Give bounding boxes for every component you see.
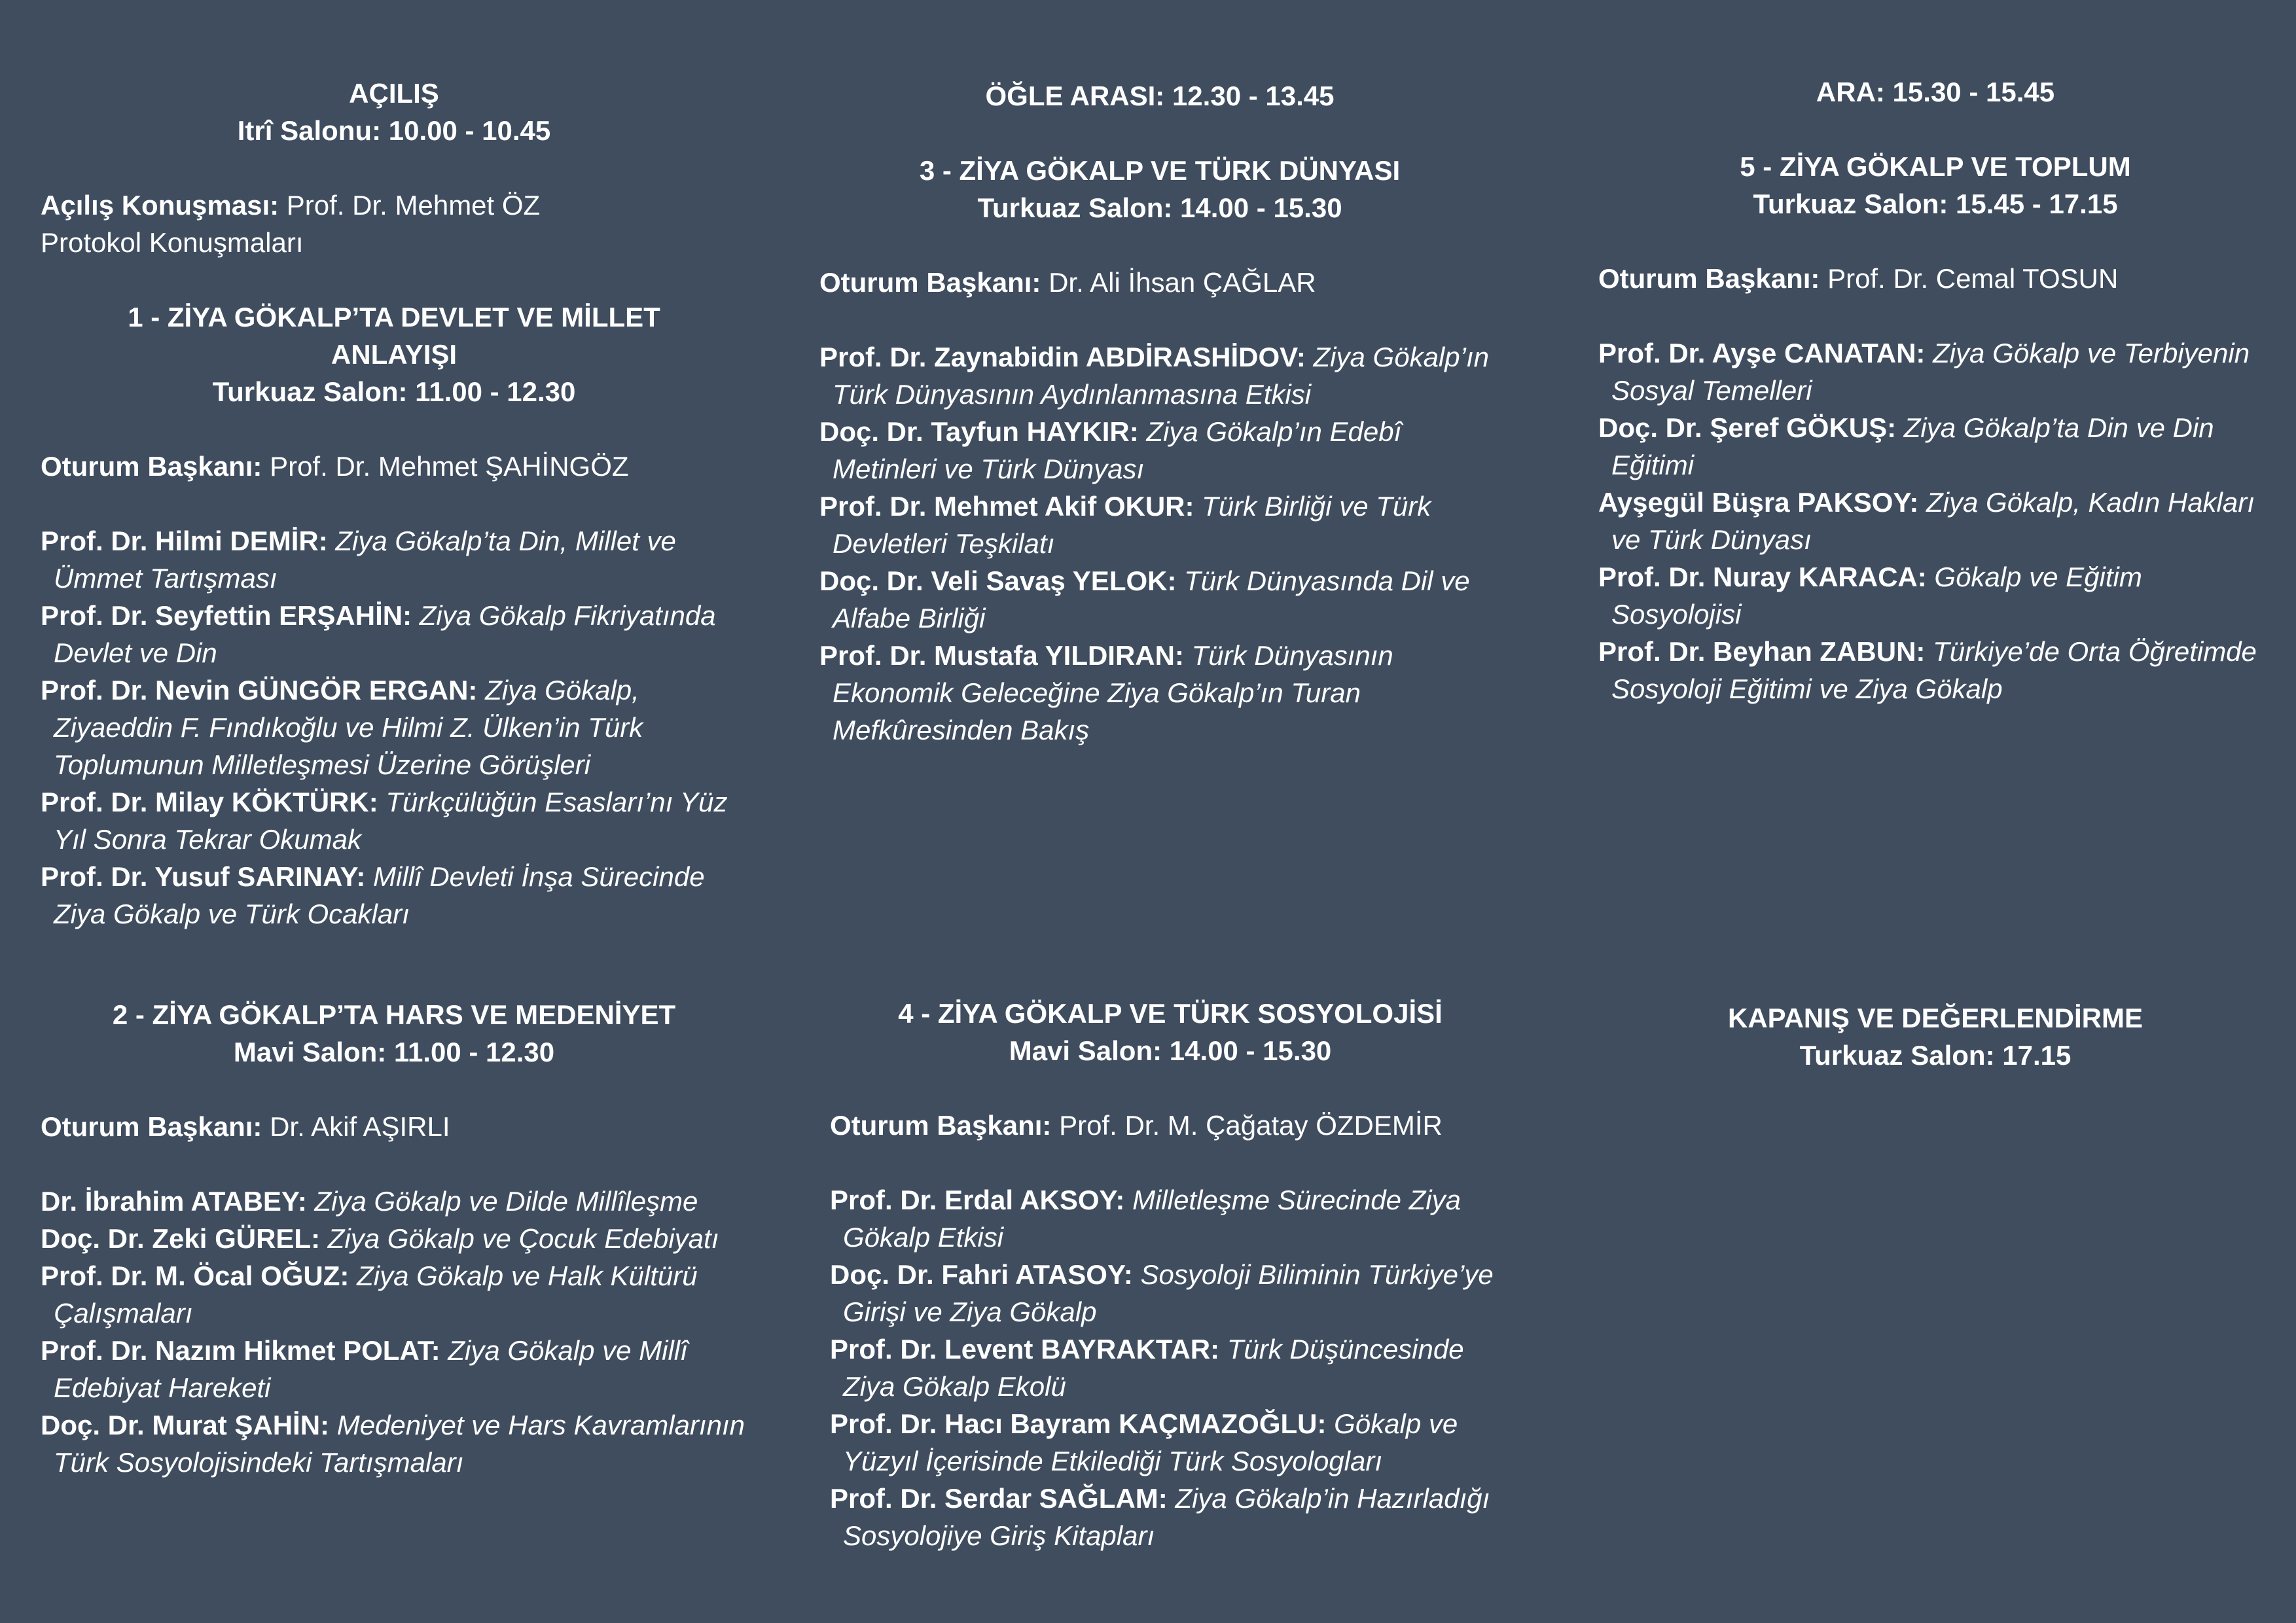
speaker-name: Prof. Dr. Yusuf SARINAY: [41,861,366,892]
talk-title: Ziya Gökalp’ta Din, Millet ve Ümmet Tartışması [54,526,676,594]
talk-title: Ziya Gökalp, Kadın Hakları ve Türk Dünyası [1611,487,2255,555]
list-item [1598,633,2272,707]
list-item [1598,558,2272,633]
list-item [819,413,1500,488]
session5-time: Turkuaz Salon: 15.45 - 17.15 [1753,188,2118,219]
list-item [41,597,747,671]
list-item [41,1183,747,1220]
talk-title: Türk Dünyasında Dil ve Alfabe Birliği [833,565,1470,633]
session2-title: 2 - ZİYA GÖKALP’TA HARS VE MEDENİYET [112,999,676,1030]
list-item [819,488,1500,562]
talk-title: Türk Birliği ve Türk Devletleri Teşkilatı [833,491,1431,559]
talk-title: Millî Devleti İnşa Sürecinde Ziya Gökalp ve Türk Ocakları [54,861,705,929]
talk-title: Ziya Gökalp’in Hazırladığı Sosyolojiye Giriş Kitapları [843,1483,1490,1551]
speaker-name: Prof. Dr. Erdal AKSOY: [830,1185,1125,1215]
session1-chair [41,448,747,485]
list-item [41,1332,747,1406]
session1-title-b: ANLAYIŞI [331,339,457,370]
col3-top [1598,73,2272,707]
col2-bottom [830,995,1511,1554]
chair-name: Prof. Dr. Cemal TOSUN [1827,263,2119,294]
speaker-name: Prof. Dr. Zaynabidin ABDİRASHİDOV: [819,342,1306,372]
chair-label: Oturum Başkanı: [819,267,1041,298]
talk-title: Ziya Gökalp Fikriyatında Devlet ve Din [54,600,716,668]
speaker-name: Dr. İbrahim ATABEY: [41,1186,307,1217]
talk-title: Ziya Gökalp’ın Edebî Metinleri ve Türk Dünyası [833,416,1402,484]
session4-chair [830,1107,1511,1144]
list-item [830,1181,1511,1256]
list-item [830,1480,1511,1554]
session2-chair [41,1108,747,1145]
session1-title-a: 1 - ZİYA GÖKALP’TA DEVLET VE MİLLET [128,302,660,332]
list-item [1598,334,2272,409]
list-item [830,1405,1511,1480]
session1-time: Turkuaz Salon: 11.00 - 12.30 [212,376,576,407]
closing-time: Turkuaz Salon: 17.15 [1799,1040,2072,1071]
col3-bottom [1598,999,2272,1074]
col1-bottom [41,996,747,1481]
speaker-name: Doç. Dr. Murat ŞAHİN: [41,1410,330,1440]
talk-title: Ziya Gökalp, Ziyaeddin F. Fındıkoğlu ve Hilmi Z. Ülken’in Türk Toplumunun Milletleşmesi Üzerine Görüşleri [54,675,643,780]
list-item [41,671,747,783]
speaker-name: Doç. Dr. Şeref GÖKUŞ: [1598,412,1897,443]
chair-label: Oturum Başkanı: [41,1111,262,1142]
col1-top [41,75,747,933]
speaker-name: Prof. Dr. Hilmi DEMİR: [41,526,328,556]
speaker-name: Doç. Dr. Zeki GÜREL: [41,1223,321,1254]
chair-name: Dr. Ali İhsan ÇAĞLAR [1049,267,1316,298]
session4-time: Mavi Salon: 14.00 - 15.30 [1009,1035,1332,1066]
short-break: ARA: 15.30 - 15.45 [1816,77,2055,107]
talk-title: Ziya Gökalp’ta Din ve Din Eğitimi [1611,412,2214,480]
list-item [819,338,1500,413]
speaker-name: Prof. Dr. Nuray KARACA: [1598,562,1927,592]
talk-title: Ziya Gökalp ve Halk Kültürü Çalışmaları [54,1260,698,1329]
chair-name: Prof. Dr. M. Çağatay ÖZDEMİR [1059,1110,1443,1141]
session5-chair [1598,260,2272,297]
chair-label: Oturum Başkanı: [830,1110,1052,1141]
speaker-name: Prof. Dr. Seyfettin ERŞAHİN: [41,600,412,631]
talk-title: Türkiye’de Orta Öğretimde Sosyoloji Eğitimi ve Ziya Gökalp [1611,636,2257,704]
talk-title: Türk Dünyasının Ekonomik Geleceğine Ziya Gökalp’ın Turan Mefkûresinden Bakış [833,640,1393,745]
list-item [41,858,747,933]
session3-title: 3 - ZİYA GÖKALP VE TÜRK DÜNYASI [919,155,1401,186]
speaker-name: Prof. Dr. Milay KÖKTÜRK: [41,787,378,817]
chair-label: Oturum Başkanı: [1598,263,1820,294]
list-item [830,1256,1511,1330]
opening-speech-name: Prof. Dr. Mehmet ÖZ [286,190,541,221]
speaker-name: Prof. Dr. Mehmet Akif OKUR: [819,491,1194,522]
list-item [41,1406,747,1481]
list-item [41,1220,747,1257]
talk-title: Gökalp ve Yüzyıl İçerisinde Etkilediği Türk Sosyologları [843,1408,1458,1476]
list-item [830,1330,1511,1405]
chair-name: Dr. Akif AŞIRLI [270,1111,450,1142]
session3-chair [819,264,1500,301]
speaker-name: Prof. Dr. Hacı Bayram KAÇMAZOĞLU: [830,1408,1327,1439]
speaker-name: Ayşegül Büşra PAKSOY: [1598,487,1919,518]
list-item [819,562,1500,637]
list-item [41,783,747,858]
session4-title: 4 - ZİYA GÖKALP VE TÜRK SOSYOLOJİSİ [898,998,1443,1029]
talk-title: Medeniyet ve Hars Kavramlarının Türk Sosyolojisindeki Tartışmaları [54,1410,745,1478]
opening-speech-label: Açılış Konuşması: [41,190,279,221]
chair-label: Oturum Başkanı: [41,451,262,482]
closing-title: KAPANIŞ VE DEĞERLENDİRME [1728,1003,2143,1033]
speaker-name: Prof. Dr. Ayşe CANATAN: [1598,338,1926,368]
speaker-name: Prof. Dr. Serdar SAĞLAM: [830,1483,1168,1514]
opening-time: Itrî Salonu: 10.00 - 10.45 [237,115,551,146]
talk-title: Gökalp ve Eğitim Sosyolojisi [1611,562,2142,630]
talk-title: Türkçülüğün Esasları’nı Yüz Yıl Sonra Tekrar Okumak [54,787,728,855]
col2-top [819,77,1500,749]
talk-title: Ziya Gökalp ve Terbiyenin Sosyal Temelleri [1611,338,2250,406]
session2-time: Mavi Salon: 11.00 - 12.30 [233,1037,555,1067]
session5-title: 5 - ZİYA GÖKALP VE TOPLUM [1740,151,2131,182]
chair-name: Prof. Dr. Mehmet ŞAHİNGÖZ [270,451,629,482]
list-item [1598,409,2272,484]
speaker-name: Prof. Dr. Mustafa YILDIRAN: [819,640,1184,671]
opening-title: AÇILIŞ [349,78,439,109]
speaker-name: Prof. Dr. Nevin GÜNGÖR ERGAN: [41,675,478,705]
speaker-name: Prof. Dr. Nazım Hikmet POLAT: [41,1335,440,1366]
speaker-name: Doç. Dr. Tayfun HAYKIR: [819,416,1139,447]
speaker-name: Doç. Dr. Veli Savaş YELOK: [819,565,1177,596]
speaker-name: Prof. Dr. M. Öcal OĞUZ: [41,1260,350,1291]
talk-title: Ziya Gökalp’ın Türk Dünyasının Aydınlanmasına Etkisi [833,342,1489,410]
list-item [819,637,1500,749]
lunch-break: ÖĞLE ARASI: 12.30 - 13.45 [985,80,1335,111]
talk-title: Ziya Gökalp ve Çocuk Edebiyatı [327,1223,719,1254]
list-item [1598,484,2272,558]
speaker-name: Prof. Dr. Levent BAYRAKTAR: [830,1334,1220,1364]
opening-speech [41,187,747,224]
talk-title: Milletleşme Sürecinde Ziya Gökalp Etkisi [843,1185,1461,1253]
protocol-speeches: Protokol Konuşmaları [41,227,304,258]
session3-time: Turkuaz Salon: 14.00 - 15.30 [977,192,1342,223]
talk-title: Türk Düşüncesinde Ziya Gökalp Ekolü [843,1334,1464,1402]
talk-title: Ziya Gökalp ve Dilde Millîleşme [314,1186,698,1217]
talk-title: Ziya Gökalp ve Millî Edebiyat Hareketi [54,1335,688,1403]
speaker-name: Doç. Dr. Fahri ATASOY: [830,1259,1133,1290]
speaker-name: Prof. Dr. Beyhan ZABUN: [1598,636,1926,667]
list-item [41,1257,747,1332]
list-item [41,522,747,597]
talk-title: Sosyoloji Biliminin Türkiye’ye Girişi ve Ziya Gökalp [843,1259,1494,1327]
